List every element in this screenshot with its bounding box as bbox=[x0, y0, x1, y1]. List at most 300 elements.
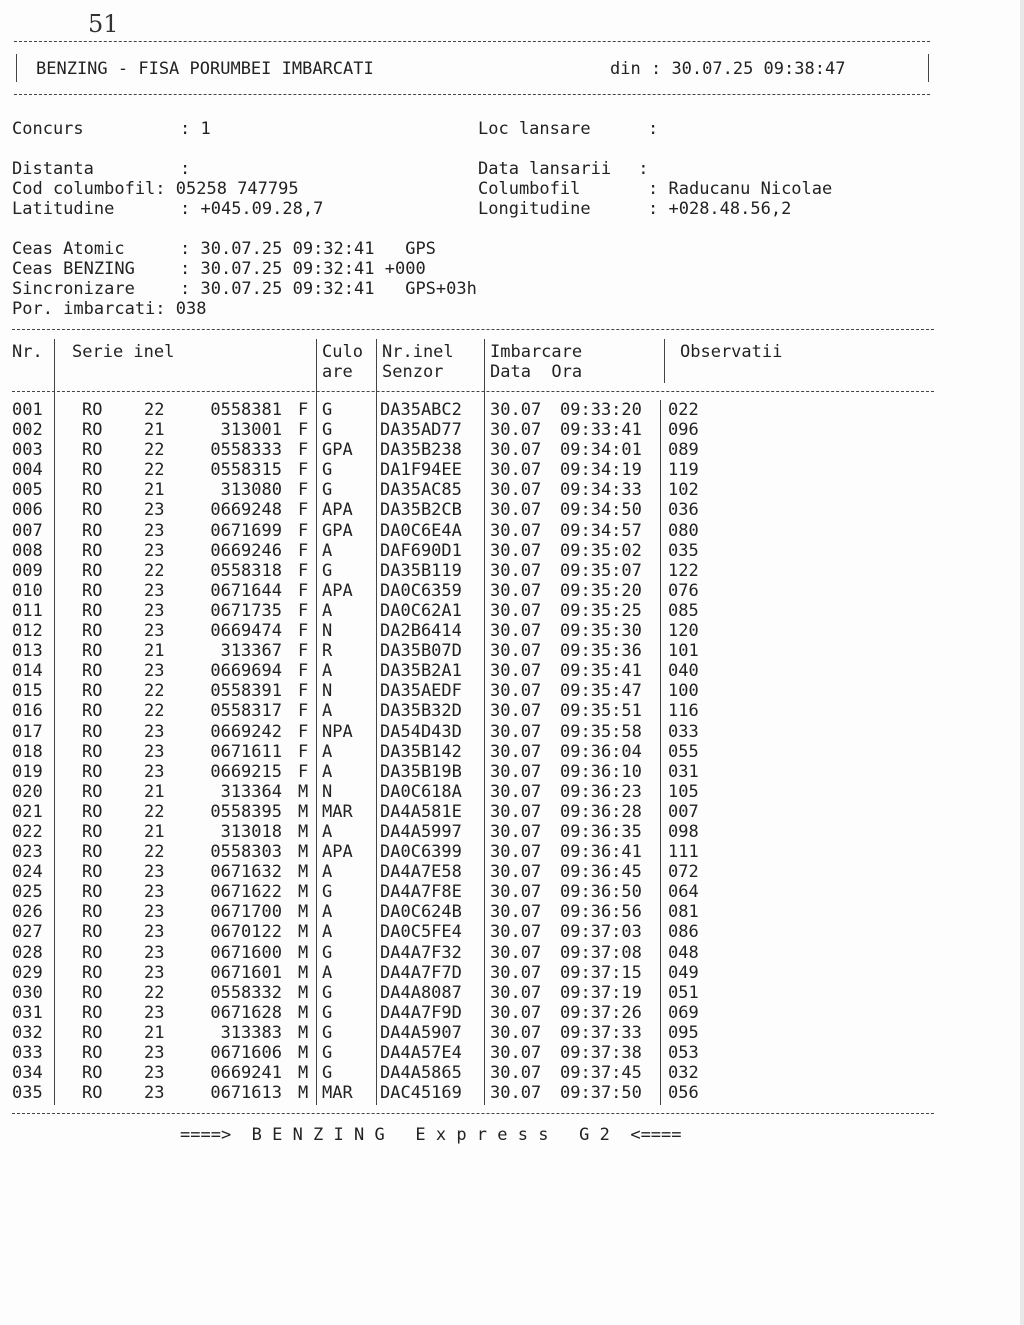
cell-nr: 004 bbox=[12, 460, 43, 481]
cell-nr: 023 bbox=[12, 842, 43, 863]
cell-culoare: APA bbox=[322, 580, 353, 601]
cell-ora: 09:36:45 bbox=[560, 862, 642, 883]
cell-sex: F bbox=[298, 621, 309, 642]
cell-ora: 09:35:51 bbox=[560, 701, 642, 722]
cell-observatii: 040 bbox=[668, 661, 699, 682]
cell-data: 30.07 bbox=[490, 480, 542, 501]
table-row bbox=[12, 802, 934, 822]
cell-an: 23 bbox=[144, 761, 165, 782]
cell-sex: F bbox=[298, 460, 309, 481]
cell-ora: 09:37:15 bbox=[560, 962, 642, 983]
longitudine-label: Longitudine bbox=[478, 199, 591, 219]
cell-observatii: 056 bbox=[668, 1083, 699, 1104]
cell-an: 23 bbox=[144, 922, 165, 943]
table-row bbox=[12, 641, 934, 661]
header-serie-inel: Serie inel bbox=[72, 342, 175, 362]
cell-data: 30.07 bbox=[490, 520, 542, 541]
cell-senzor: DA0C5FE4 bbox=[380, 922, 462, 943]
cell-tara: RO bbox=[82, 460, 103, 481]
cell-observatii: 085 bbox=[668, 600, 699, 621]
table-row bbox=[12, 882, 934, 902]
cell-nr: 026 bbox=[12, 902, 43, 923]
cell-culoare: G bbox=[322, 480, 333, 501]
cell-nr: 002 bbox=[12, 420, 43, 441]
cell-observatii: 055 bbox=[668, 741, 699, 762]
cell-culoare: A bbox=[322, 741, 333, 762]
cell-ora: 09:35:36 bbox=[560, 641, 642, 662]
loc-lansare-label: Loc lansare bbox=[478, 119, 591, 139]
header-observatii: Observatii bbox=[680, 342, 783, 362]
cell-senzor: DA4A7E58 bbox=[380, 862, 462, 883]
table-row bbox=[12, 480, 934, 500]
concurs-line: Concurs : 1 bbox=[12, 119, 211, 139]
cell-culoare: A bbox=[322, 761, 333, 782]
cell-tara: RO bbox=[82, 500, 103, 521]
cell-sex: M bbox=[298, 922, 309, 943]
cell-nr: 013 bbox=[12, 641, 43, 662]
cell-senzor: DA35B2A1 bbox=[380, 661, 462, 682]
cell-nr: 031 bbox=[12, 1002, 43, 1023]
latitudine-line: Latitudine : +045.09.28,7 bbox=[12, 199, 324, 219]
table-row bbox=[12, 581, 934, 601]
table-top-separator bbox=[12, 329, 934, 330]
table-bottom-separator bbox=[12, 1113, 934, 1114]
cell-nr: 030 bbox=[12, 982, 43, 1003]
cell-senzor: DA1F94EE bbox=[380, 460, 462, 481]
cell-observatii: 095 bbox=[668, 1022, 699, 1043]
cell-observatii: 111 bbox=[668, 842, 699, 863]
cod-columbofil-line: Cod columbofil: 05258 747795 bbox=[12, 179, 299, 199]
cell-data: 30.07 bbox=[490, 400, 542, 420]
cell-culoare: N bbox=[322, 781, 333, 802]
cell-observatii: 120 bbox=[668, 621, 699, 642]
cell-an: 21 bbox=[144, 420, 165, 441]
cell-sex: M bbox=[298, 1002, 309, 1023]
cell-an: 23 bbox=[144, 661, 165, 682]
cell-senzor: DA0C618A bbox=[380, 781, 462, 802]
cell-culoare: G bbox=[322, 982, 333, 1003]
table-row bbox=[12, 922, 934, 942]
cell-tara: RO bbox=[82, 701, 103, 722]
latitudine-label: Latitudine bbox=[12, 199, 115, 219]
table-row bbox=[12, 440, 934, 460]
cell-observatii: 064 bbox=[668, 882, 699, 903]
table-row bbox=[12, 521, 934, 541]
cell-ora: 09:36:56 bbox=[560, 902, 642, 923]
cell-ora: 09:35:41 bbox=[560, 661, 642, 682]
cell-an: 22 bbox=[144, 701, 165, 722]
print-date-value: 30.07.25 09:38:47 bbox=[671, 59, 846, 79]
cell-an: 22 bbox=[144, 982, 165, 1003]
cell-ora: 09:35:47 bbox=[560, 681, 642, 702]
cell-data: 30.07 bbox=[490, 761, 542, 782]
ceas-benzing-line: Ceas BENZING : 30.07.25 09:32:41 +000 bbox=[12, 259, 426, 279]
cell-observatii: 072 bbox=[668, 862, 699, 883]
cell-data: 30.07 bbox=[490, 721, 542, 742]
cell-ora: 09:35:25 bbox=[560, 600, 642, 621]
cell-ora: 09:35:02 bbox=[560, 540, 642, 561]
cell-culoare: APA bbox=[322, 500, 353, 521]
cell-culoare: G bbox=[322, 1022, 333, 1043]
sincronizare-label: Sincronizare bbox=[12, 279, 135, 299]
cell-inel: 0669242 bbox=[210, 721, 282, 742]
table-row bbox=[12, 601, 934, 621]
cell-ora: 09:36:04 bbox=[560, 741, 642, 762]
cell-an: 23 bbox=[144, 1083, 165, 1104]
cell-sex: F bbox=[298, 721, 309, 742]
header-imbarcare-2: Data Ora bbox=[490, 362, 583, 382]
cell-ora: 09:36:23 bbox=[560, 781, 642, 802]
cell-ora: 09:37:19 bbox=[560, 982, 642, 1003]
cell-sex: F bbox=[298, 440, 309, 461]
cell-observatii: 033 bbox=[668, 721, 699, 742]
cell-sex: M bbox=[298, 1043, 309, 1063]
cell-culoare: MAR bbox=[322, 1083, 353, 1104]
cell-nr: 025 bbox=[12, 882, 43, 903]
cell-senzor: DA35B238 bbox=[380, 440, 462, 461]
cell-data: 30.07 bbox=[490, 681, 542, 702]
cell-an: 23 bbox=[144, 520, 165, 541]
cell-nr: 012 bbox=[12, 621, 43, 642]
table-row bbox=[12, 963, 934, 983]
cell-tara: RO bbox=[82, 761, 103, 782]
cell-senzor: DAF690D1 bbox=[380, 540, 462, 561]
cell-sex: F bbox=[298, 701, 309, 722]
cell-culoare: G bbox=[322, 1063, 333, 1084]
cell-ora: 09:37:50 bbox=[560, 1083, 642, 1104]
cell-an: 23 bbox=[144, 540, 165, 561]
cell-data: 30.07 bbox=[490, 440, 542, 461]
cell-observatii: 069 bbox=[668, 1002, 699, 1023]
cell-ora: 09:37:33 bbox=[560, 1022, 642, 1043]
cell-nr: 006 bbox=[12, 500, 43, 521]
ceas-benzing-label: Ceas BENZING bbox=[12, 259, 135, 279]
sincronizare-suffix: GPS+03h bbox=[405, 279, 477, 299]
cell-nr: 005 bbox=[12, 480, 43, 501]
column-rule bbox=[664, 339, 665, 383]
cell-senzor: DA35AEDF bbox=[380, 681, 462, 702]
porumbei-imbarcati-value: 038 bbox=[175, 299, 207, 319]
cell-sex: F bbox=[298, 761, 309, 782]
cell-observatii: 076 bbox=[668, 580, 699, 601]
cell-ora: 09:35:07 bbox=[560, 560, 642, 581]
cell-sex: F bbox=[298, 600, 309, 621]
cell-senzor: DAC45169 bbox=[380, 1083, 462, 1104]
cell-nr: 032 bbox=[12, 1022, 43, 1043]
cell-nr: 035 bbox=[12, 1083, 43, 1104]
columbofil-label: Columbofil bbox=[478, 179, 581, 199]
cell-observatii: 102 bbox=[668, 480, 699, 501]
cell-inel: 0558391 bbox=[210, 681, 282, 702]
cell-inel: 0671606 bbox=[210, 1043, 282, 1063]
cell-observatii: 053 bbox=[668, 1043, 699, 1063]
cell-observatii: 101 bbox=[668, 641, 699, 662]
cell-data: 30.07 bbox=[490, 781, 542, 802]
cell-sex: M bbox=[298, 1083, 309, 1104]
loc-lansare-line: Loc lansare : bbox=[478, 119, 669, 139]
cell-senzor: DA35AD77 bbox=[380, 420, 462, 441]
cell-tara: RO bbox=[82, 922, 103, 943]
longitudine-value: +028.48.56,2 bbox=[668, 199, 792, 219]
cell-culoare: APA bbox=[322, 842, 353, 863]
cell-sex: M bbox=[298, 1022, 309, 1043]
cell-sex: F bbox=[298, 741, 309, 762]
longitudine-line: Longitudine : +028.48.56,2 bbox=[478, 199, 792, 219]
cell-ora: 09:37:45 bbox=[560, 1063, 642, 1084]
cell-observatii: 119 bbox=[668, 460, 699, 481]
cell-observatii: 048 bbox=[668, 942, 699, 963]
cell-ora: 09:36:41 bbox=[560, 842, 642, 863]
cell-observatii: 035 bbox=[668, 540, 699, 561]
cell-data: 30.07 bbox=[490, 600, 542, 621]
cell-culoare: A bbox=[322, 922, 333, 943]
table-row bbox=[12, 822, 934, 842]
header-left-border bbox=[16, 54, 17, 82]
table-row bbox=[12, 621, 934, 641]
cell-tara: RO bbox=[82, 440, 103, 461]
header-nr: Nr. bbox=[12, 342, 43, 362]
cell-an: 23 bbox=[144, 902, 165, 923]
cell-senzor: DA35B2CB bbox=[380, 500, 462, 521]
porumbei-imbarcati-line: Por. imbarcati: 038 bbox=[12, 299, 207, 319]
cell-ora: 09:34:50 bbox=[560, 500, 642, 521]
cell-ora: 09:33:41 bbox=[560, 420, 642, 441]
cell-inel: 0558315 bbox=[210, 460, 282, 481]
cell-data: 30.07 bbox=[490, 741, 542, 762]
footer-banner: ====> B E N Z I N G E x p r e s s G 2 <==== bbox=[180, 1125, 682, 1145]
table-row bbox=[12, 902, 934, 922]
ceas-benzing-value: 30.07.25 09:32:41 bbox=[200, 259, 375, 279]
cell-senzor: DA0C624B bbox=[380, 902, 462, 923]
cell-observatii: 116 bbox=[668, 701, 699, 722]
cell-data: 30.07 bbox=[490, 580, 542, 601]
data-lansarii-line: Data lansarii : bbox=[478, 159, 659, 179]
cell-ora: 09:34:57 bbox=[560, 520, 642, 541]
cell-an: 23 bbox=[144, 1043, 165, 1063]
cell-culoare: G bbox=[322, 560, 333, 581]
cod-columbofil-value: 05258 747795 bbox=[175, 179, 299, 199]
cell-inel: 0671632 bbox=[210, 862, 282, 883]
scan-edge bbox=[1020, 0, 1024, 1325]
cell-sex: M bbox=[298, 902, 309, 923]
cell-ora: 09:35:30 bbox=[560, 621, 642, 642]
cell-an: 23 bbox=[144, 621, 165, 642]
cell-culoare: A bbox=[322, 821, 333, 842]
cell-tara: RO bbox=[82, 821, 103, 842]
header-culoare-1: Culo bbox=[322, 342, 363, 362]
cell-an: 23 bbox=[144, 500, 165, 521]
cell-senzor: DA0C6E4A bbox=[380, 520, 462, 541]
cell-senzor: DA2B6414 bbox=[380, 621, 462, 642]
cell-an: 22 bbox=[144, 842, 165, 863]
cell-senzor: DA35ABC2 bbox=[380, 400, 462, 420]
cell-sex: M bbox=[298, 781, 309, 802]
cell-data: 30.07 bbox=[490, 942, 542, 963]
cell-tara: RO bbox=[82, 842, 103, 863]
cell-tara: RO bbox=[82, 641, 103, 662]
cell-culoare: A bbox=[322, 600, 333, 621]
ceas-atomic-label: Ceas Atomic bbox=[12, 239, 125, 259]
cell-senzor: DA4A57E4 bbox=[380, 1043, 462, 1063]
table-row bbox=[12, 943, 934, 963]
cell-data: 30.07 bbox=[490, 701, 542, 722]
cell-tara: RO bbox=[82, 741, 103, 762]
cell-data: 30.07 bbox=[490, 621, 542, 642]
cell-inel: 0670122 bbox=[210, 922, 282, 943]
ceas-benzing-suffix: +000 bbox=[384, 259, 426, 279]
cell-inel: 0671601 bbox=[210, 962, 282, 983]
cell-observatii: 081 bbox=[668, 902, 699, 923]
table-row bbox=[12, 1083, 934, 1103]
table-row bbox=[12, 661, 934, 681]
cell-tara: RO bbox=[82, 721, 103, 742]
cell-senzor: DA4A7F8E bbox=[380, 882, 462, 903]
cell-tara: RO bbox=[82, 982, 103, 1003]
cell-an: 21 bbox=[144, 821, 165, 842]
cell-culoare: A bbox=[322, 701, 333, 722]
cell-culoare: A bbox=[322, 661, 333, 682]
cell-culoare: GPA bbox=[322, 440, 353, 461]
cell-inel: 0558381 bbox=[210, 400, 282, 420]
cell-observatii: 122 bbox=[668, 560, 699, 581]
columbofil-line: Columbofil : Raducanu Nicolae bbox=[478, 179, 833, 199]
cell-tara: RO bbox=[82, 621, 103, 642]
table-row bbox=[12, 842, 934, 862]
cell-sex: M bbox=[298, 882, 309, 903]
cell-tara: RO bbox=[82, 942, 103, 963]
cell-ora: 09:36:28 bbox=[560, 801, 642, 822]
cell-tara: RO bbox=[82, 882, 103, 903]
cell-sex: F bbox=[298, 500, 309, 521]
cell-an: 21 bbox=[144, 480, 165, 501]
cell-observatii: 100 bbox=[668, 681, 699, 702]
cell-data: 30.07 bbox=[490, 842, 542, 863]
concurs-label: Concurs bbox=[12, 119, 84, 139]
cell-an: 23 bbox=[144, 942, 165, 963]
cell-nr: 019 bbox=[12, 761, 43, 782]
cell-tara: RO bbox=[82, 1063, 103, 1084]
table-row bbox=[12, 500, 934, 520]
header-imbarcare-1: Imbarcare bbox=[490, 342, 583, 362]
cell-nr: 024 bbox=[12, 862, 43, 883]
cell-observatii: 105 bbox=[668, 781, 699, 802]
cell-inel: 0558332 bbox=[210, 982, 282, 1003]
cell-inel: 313364 bbox=[220, 781, 282, 802]
cell-senzor: DA4A7F7D bbox=[380, 962, 462, 983]
cell-sex: M bbox=[298, 942, 309, 963]
cell-culoare: A bbox=[322, 962, 333, 983]
cell-inel: 0558333 bbox=[210, 440, 282, 461]
cell-observatii: 098 bbox=[668, 821, 699, 842]
cell-an: 23 bbox=[144, 1063, 165, 1084]
cell-inel: 0669246 bbox=[210, 540, 282, 561]
cell-nr: 018 bbox=[12, 741, 43, 762]
table-row bbox=[12, 722, 934, 742]
cell-data: 30.07 bbox=[490, 821, 542, 842]
cell-data: 30.07 bbox=[490, 1002, 542, 1023]
cell-inel: 313383 bbox=[220, 1022, 282, 1043]
cell-inel: 313367 bbox=[220, 641, 282, 662]
cell-senzor: DA35B142 bbox=[380, 741, 462, 762]
cell-data: 30.07 bbox=[490, 1083, 542, 1104]
cell-nr: 033 bbox=[12, 1043, 43, 1063]
cell-an: 22 bbox=[144, 801, 165, 822]
cell-data: 30.07 bbox=[490, 962, 542, 983]
cell-ora: 09:35:20 bbox=[560, 580, 642, 601]
cell-nr: 028 bbox=[12, 942, 43, 963]
print-date bbox=[610, 59, 845, 79]
document-title: BENZING - FISA PORUMBEI IMBARCATI bbox=[36, 59, 374, 79]
table-row bbox=[12, 742, 934, 762]
cell-sex: F bbox=[298, 641, 309, 662]
cell-nr: 027 bbox=[12, 922, 43, 943]
cell-senzor: DA4A7F32 bbox=[380, 942, 462, 963]
cell-sex: M bbox=[298, 962, 309, 983]
cell-data: 30.07 bbox=[490, 1063, 542, 1084]
data-lansarii-label: Data lansarii bbox=[478, 159, 612, 179]
cell-tara: RO bbox=[82, 560, 103, 581]
cell-sex: F bbox=[298, 520, 309, 541]
cell-senzor: DA0C6359 bbox=[380, 580, 462, 601]
cell-senzor: DA35B07D bbox=[380, 641, 462, 662]
cell-ora: 09:34:01 bbox=[560, 440, 642, 461]
cell-senzor: DA4A5997 bbox=[380, 821, 462, 842]
cell-inel: 0671622 bbox=[210, 882, 282, 903]
cell-culoare: GPA bbox=[322, 520, 353, 541]
cell-inel: 0558303 bbox=[210, 842, 282, 863]
cell-sex: F bbox=[298, 580, 309, 601]
cell-tara: RO bbox=[82, 962, 103, 983]
header-nr-inel-1: Nr.inel bbox=[382, 342, 454, 362]
cell-senzor: DA4A5865 bbox=[380, 1063, 462, 1084]
cell-culoare: G bbox=[322, 1002, 333, 1023]
header-culoare-2: are bbox=[322, 362, 353, 382]
cell-culoare: MAR bbox=[322, 801, 353, 822]
columbofil-value: Raducanu Nicolae bbox=[668, 179, 833, 199]
cell-inel: 0669248 bbox=[210, 500, 282, 521]
cell-tara: RO bbox=[82, 902, 103, 923]
cell-data: 30.07 bbox=[490, 801, 542, 822]
cell-an: 23 bbox=[144, 741, 165, 762]
cell-culoare: N bbox=[322, 681, 333, 702]
cell-data: 30.07 bbox=[490, 641, 542, 662]
cell-culoare: A bbox=[322, 862, 333, 883]
cell-inel: 0669694 bbox=[210, 661, 282, 682]
cell-observatii: 086 bbox=[668, 922, 699, 943]
cell-an: 23 bbox=[144, 721, 165, 742]
cell-data: 30.07 bbox=[490, 862, 542, 883]
cell-inel: 0671613 bbox=[210, 1083, 282, 1104]
table-row bbox=[12, 681, 934, 701]
cell-ora: 09:36:35 bbox=[560, 821, 642, 842]
cell-sex: F bbox=[298, 420, 309, 441]
table-row bbox=[12, 561, 934, 581]
distanta-label: Distanta bbox=[12, 159, 94, 179]
cell-inel: 0671644 bbox=[210, 580, 282, 601]
cell-culoare: G bbox=[322, 400, 333, 420]
cell-an: 23 bbox=[144, 600, 165, 621]
cell-inel: 0669241 bbox=[210, 1063, 282, 1084]
document-header bbox=[14, 41, 930, 95]
cell-senzor: DA4A581E bbox=[380, 801, 462, 822]
cell-ora: 09:37:08 bbox=[560, 942, 642, 963]
cell-data: 30.07 bbox=[490, 560, 542, 581]
cell-ora: 09:37:38 bbox=[560, 1043, 642, 1063]
cell-sex: F bbox=[298, 540, 309, 561]
cell-an: 21 bbox=[144, 781, 165, 802]
cell-data: 30.07 bbox=[490, 540, 542, 561]
cell-ora: 09:35:58 bbox=[560, 721, 642, 742]
